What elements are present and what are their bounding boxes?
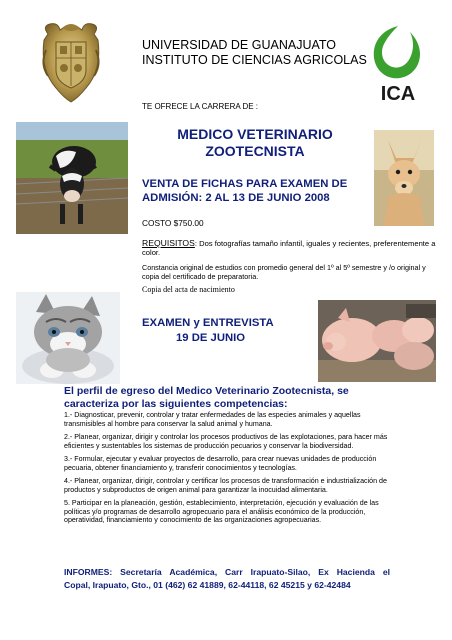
sale-dates-line2: ADMISIÓN: 2 AL 13 DE JUNIO 2008: [142, 192, 330, 204]
exam-info: [142, 316, 322, 346]
exam-info-date: 19 DE JUNIO: [176, 332, 246, 344]
university-name: UNIVERSIDAD DE GUANAJUATO: [142, 38, 337, 52]
institution-header: [142, 38, 367, 68]
logo-text: ICA: [380, 83, 416, 104]
requirements: [142, 239, 442, 257]
competency-item: 4.- Planear, organizar, dirigir, controlar y certificar los procesos de transformación e industrialización de productos y subproductos de origen animal para garantizar la inocuidad alimentaria.: [64, 477, 387, 494]
kitten-photo: [16, 292, 120, 384]
exam-info-line1: EXAMEN y ENTREVISTA: [142, 317, 274, 329]
profile-heading-line2: caracteriza por las siguientes competencias:: [64, 397, 288, 410]
requirements-constancia: Constancia original de estudios con promedio general del 1º al 5º semestre y /o original y copia del certificado de preparatoria.: [142, 263, 426, 281]
dog-photo: [374, 130, 434, 226]
cow-photo: [16, 122, 128, 234]
competency-item: 3.- Formular, ejecutar y evaluar proyectos de desarrollo, para crear nuevas unidades de producción pecuaria, obtener financiamiento y, transferir conocimientos y tecnologías.: [64, 455, 377, 472]
competency-list: [64, 411, 398, 530]
requirements-acta: Copia del acta de nacimiento: [142, 285, 235, 294]
requirements-text: : Dos fotografías tamaño infantil, iguales y recientes, preferentemente a color.: [142, 239, 436, 257]
institute-name: INSTITUTO DE CIENCIAS AGRICOLAS: [142, 53, 367, 67]
competency-item: 5. Participar en la planeación, gestión, establecimiento, interpretación, ejecución y evaluación de las políticas y/o programas de desarrollo agropecuario para el análisis económico de la producción, operatividad, financiamiento y conocimiento de las organizaciones agropecuarias.: [64, 499, 379, 525]
offer-line: TE OFRECE LA CARRERA DE :: [142, 102, 259, 111]
university-seal: [38, 20, 104, 104]
career-title: [140, 126, 370, 160]
competency-item: 1.- Diagnosticar, prevenir, controlar y tratar enfermedades de las especies animales y aquellas transmisibles al hombre para conservar la salud animal y humana.: [64, 411, 361, 428]
sale-dates: [142, 177, 372, 205]
ica-logo: [368, 22, 428, 104]
requirements-label: REQUISITOS: [142, 238, 195, 248]
contact-info: [64, 566, 390, 591]
contact-info-line1: INFORMES: Secretaría Académica, Carr Irapuato-Silao, Ex Hacienda el: [64, 567, 390, 577]
sale-dates-line1: VENTA DE FICHAS PARA EXAMEN DE: [142, 178, 348, 190]
profile-heading-line1: El perfil de egreso del Medico Veterinario Zootecnista, se: [64, 385, 349, 397]
pigs-photo: [318, 300, 436, 382]
career-title-line2: ZOOTECNISTA: [205, 143, 305, 159]
career-title-line1: MEDICO VETERINARIO: [177, 126, 333, 142]
cost: COSTO $750.00: [142, 218, 204, 228]
contact-info-line2: Copal, Irapuato, Gto., 01 (462) 62 41889, 62-44118, 62 45215 y 62-42484: [64, 579, 351, 590]
competency-item: 2.- Planear, organizar, dirigir y controlar los procesos productivos de las explotaciones, para hacer más eficientes y sustentables los sistemas de producción pecuarios y conservar la biodiversidad.: [64, 433, 388, 450]
profile-heading: [64, 385, 394, 410]
